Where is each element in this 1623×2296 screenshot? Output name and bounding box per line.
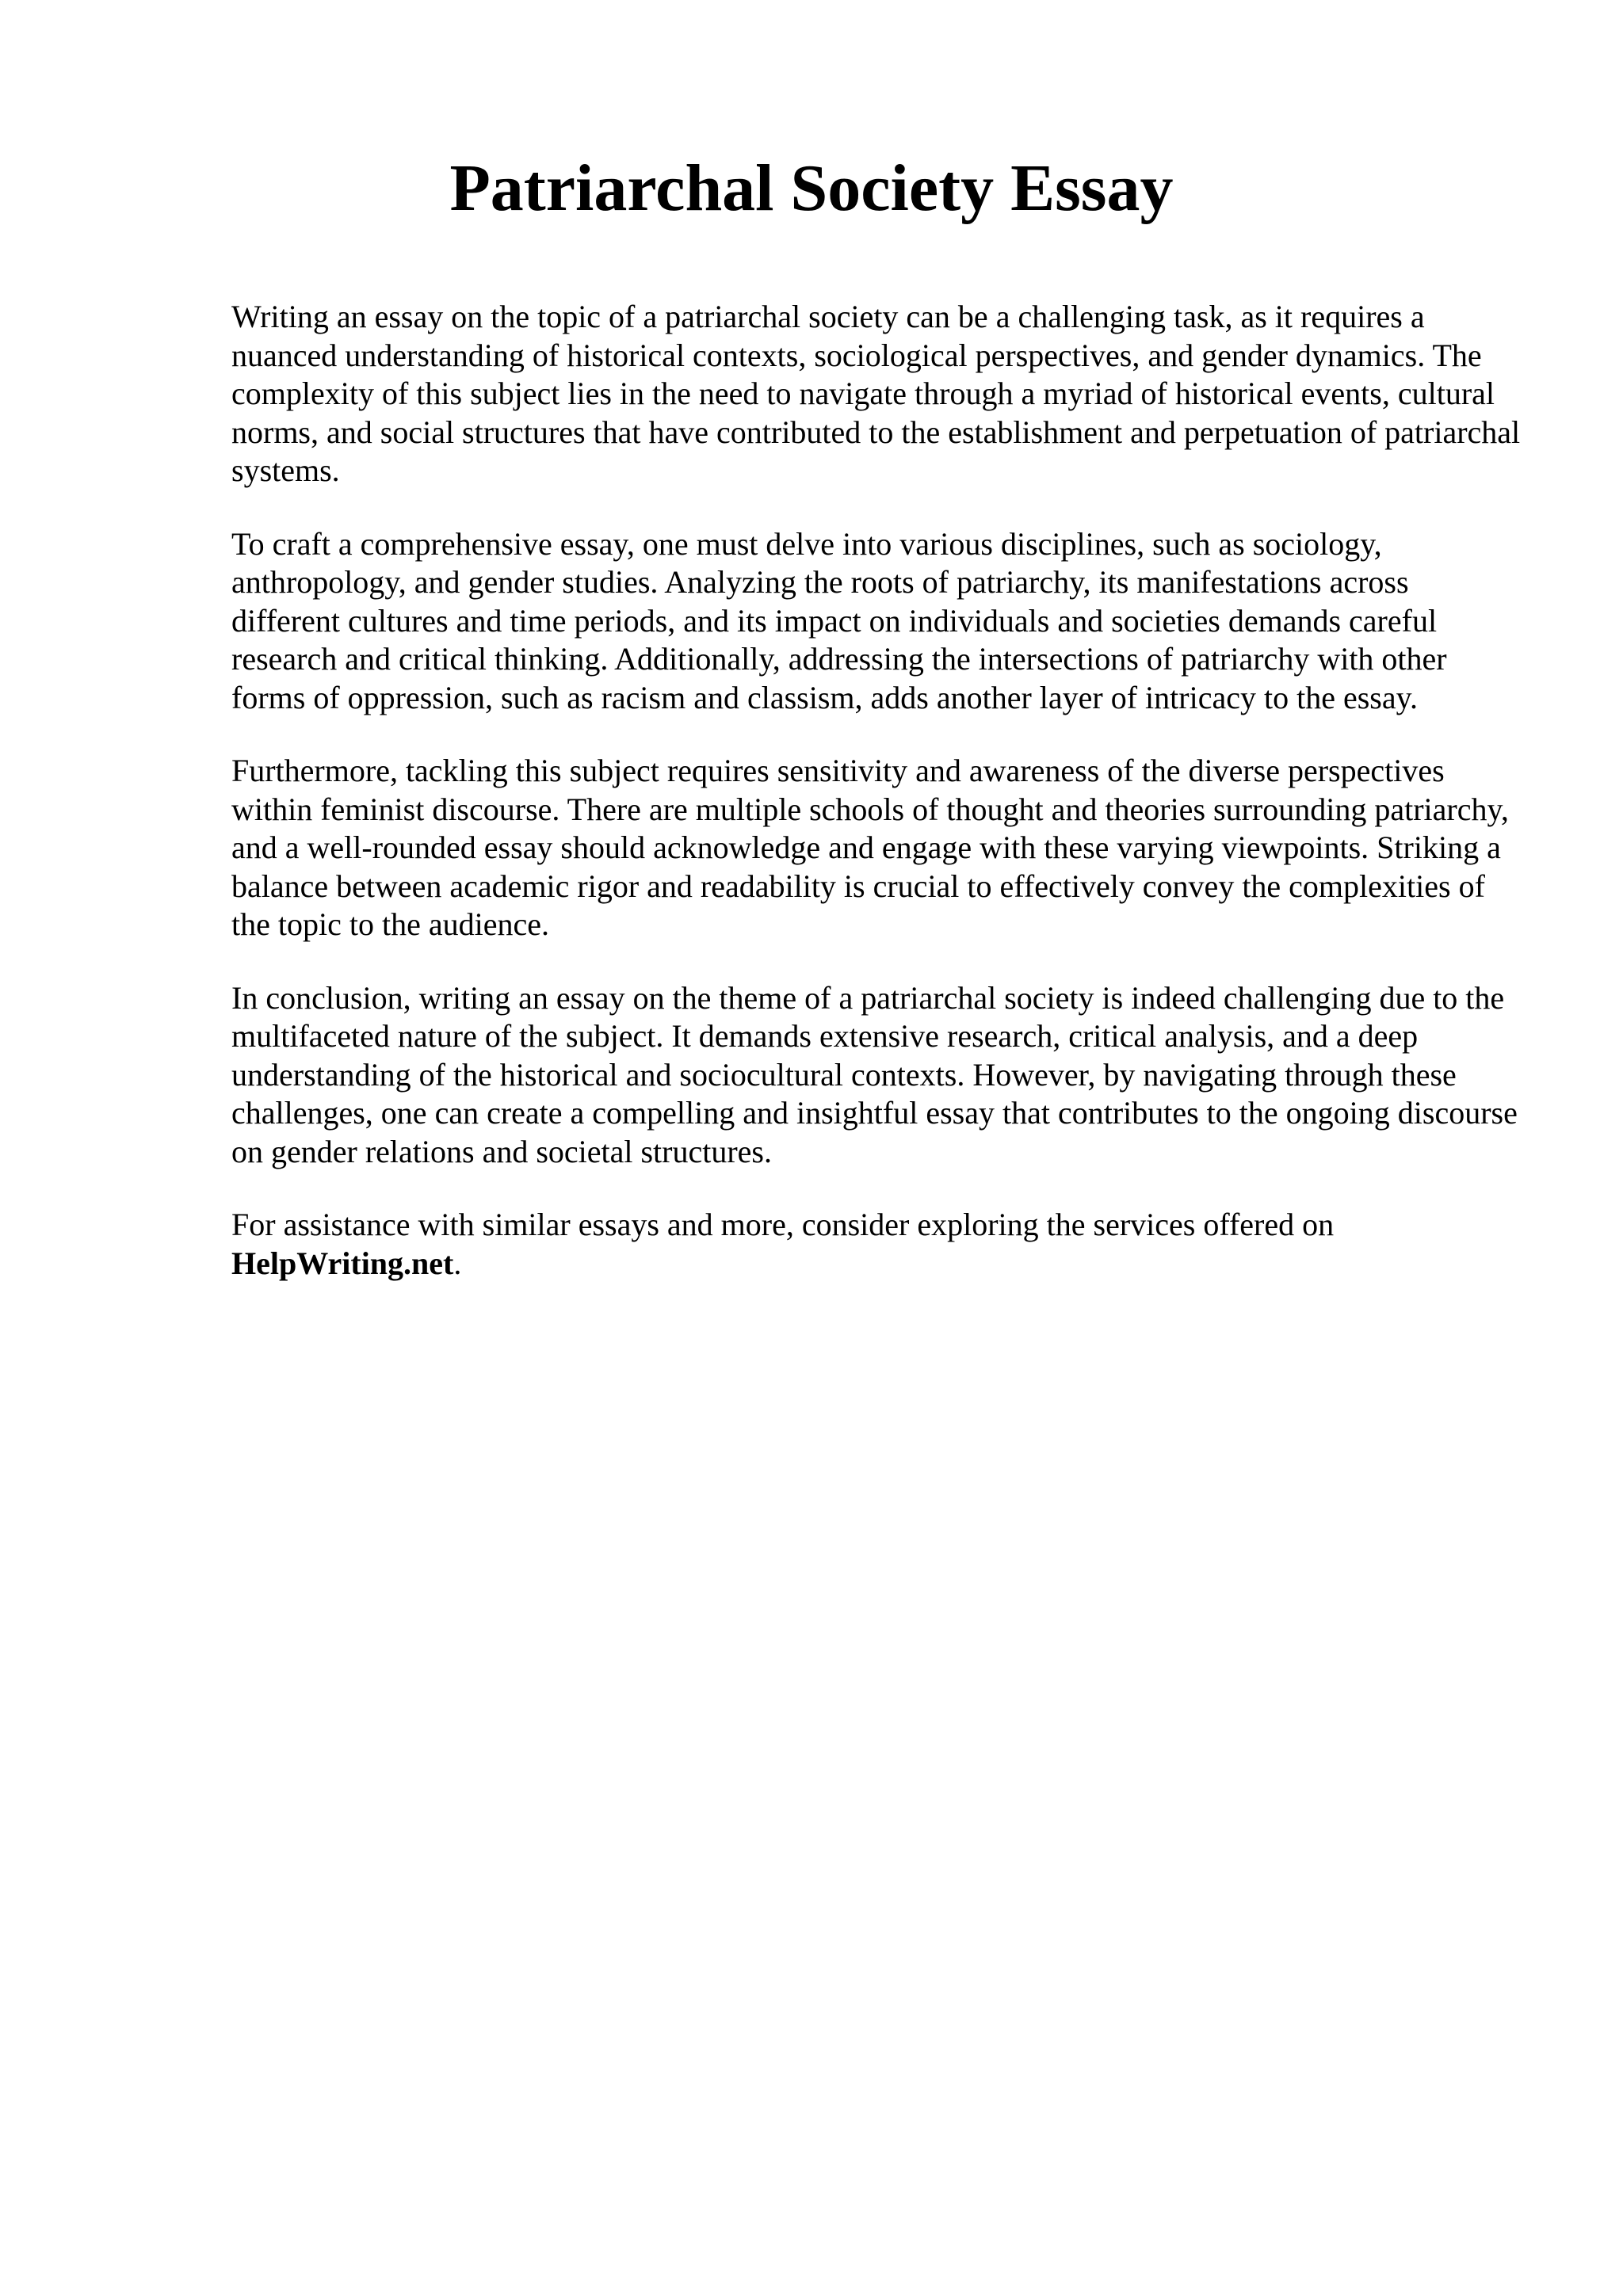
page-title: Patriarchal Society Essay — [449, 151, 1174, 225]
paragraph-2: To craft a comprehensive essay, one must delve into various disciplines, such as sociology, anthropology, and gender studies. Analyzing the roots of patriarchy, its manifestations across different cultures and time periods, and its impact on individuals and societies demands careful research and critical thinking. Additionally, addressing the intersections of patriarchy with other forms of oppression, such as racism and classism, adds another layer of intricacy to the essay. — [231, 525, 1447, 715]
closing-text: For assistance with similar essays and more, consider exploring the services offered on — [231, 1207, 1335, 1242]
paragraph-4: In conclusion, writing an essay on the theme of a patriarchal society is indeed challenging due to the multifaceted nature of the subject. It demands extensive research, critical analysis, and a deep understanding of the historical and sociocultural contexts. However, by navigating through these challenges, one can create a compelling and insightful essay that contributes to the ongoing discourse on gender relations and societal structures. — [231, 979, 1518, 1169]
closing-paragraph — [231, 1206, 1523, 1283]
closing-period: . — [453, 1245, 462, 1281]
essay-body — [231, 298, 1523, 1318]
paragraph-3: Furthermore, tackling this subject requires sensitivity and awareness of the diverse perspectives within feminist discourse. There are multiple schools of thought and theories surrounding patriarchy, and a well-rounded essay should acknowledge and engage with these varying viewpoints. Striking a balance between academic rigor and readability is crucial to effectively convey the complexities of the topic to the audience. — [231, 753, 1509, 942]
helpwriting-link[interactable]: HelpWriting.net — [231, 1245, 454, 1281]
paragraph-1: Writing an essay on the topic of a patriarchal society can be a challenging task, as it requires a nuanced understanding of historical contexts, sociological perspectives, and gender dynamics. The complexity of this subject lies in the need to navigate through a myriad of historical events, cultural norms, and social structures that have contributed to the establishment and perpetuation of patriarchal systems. — [231, 299, 1521, 488]
